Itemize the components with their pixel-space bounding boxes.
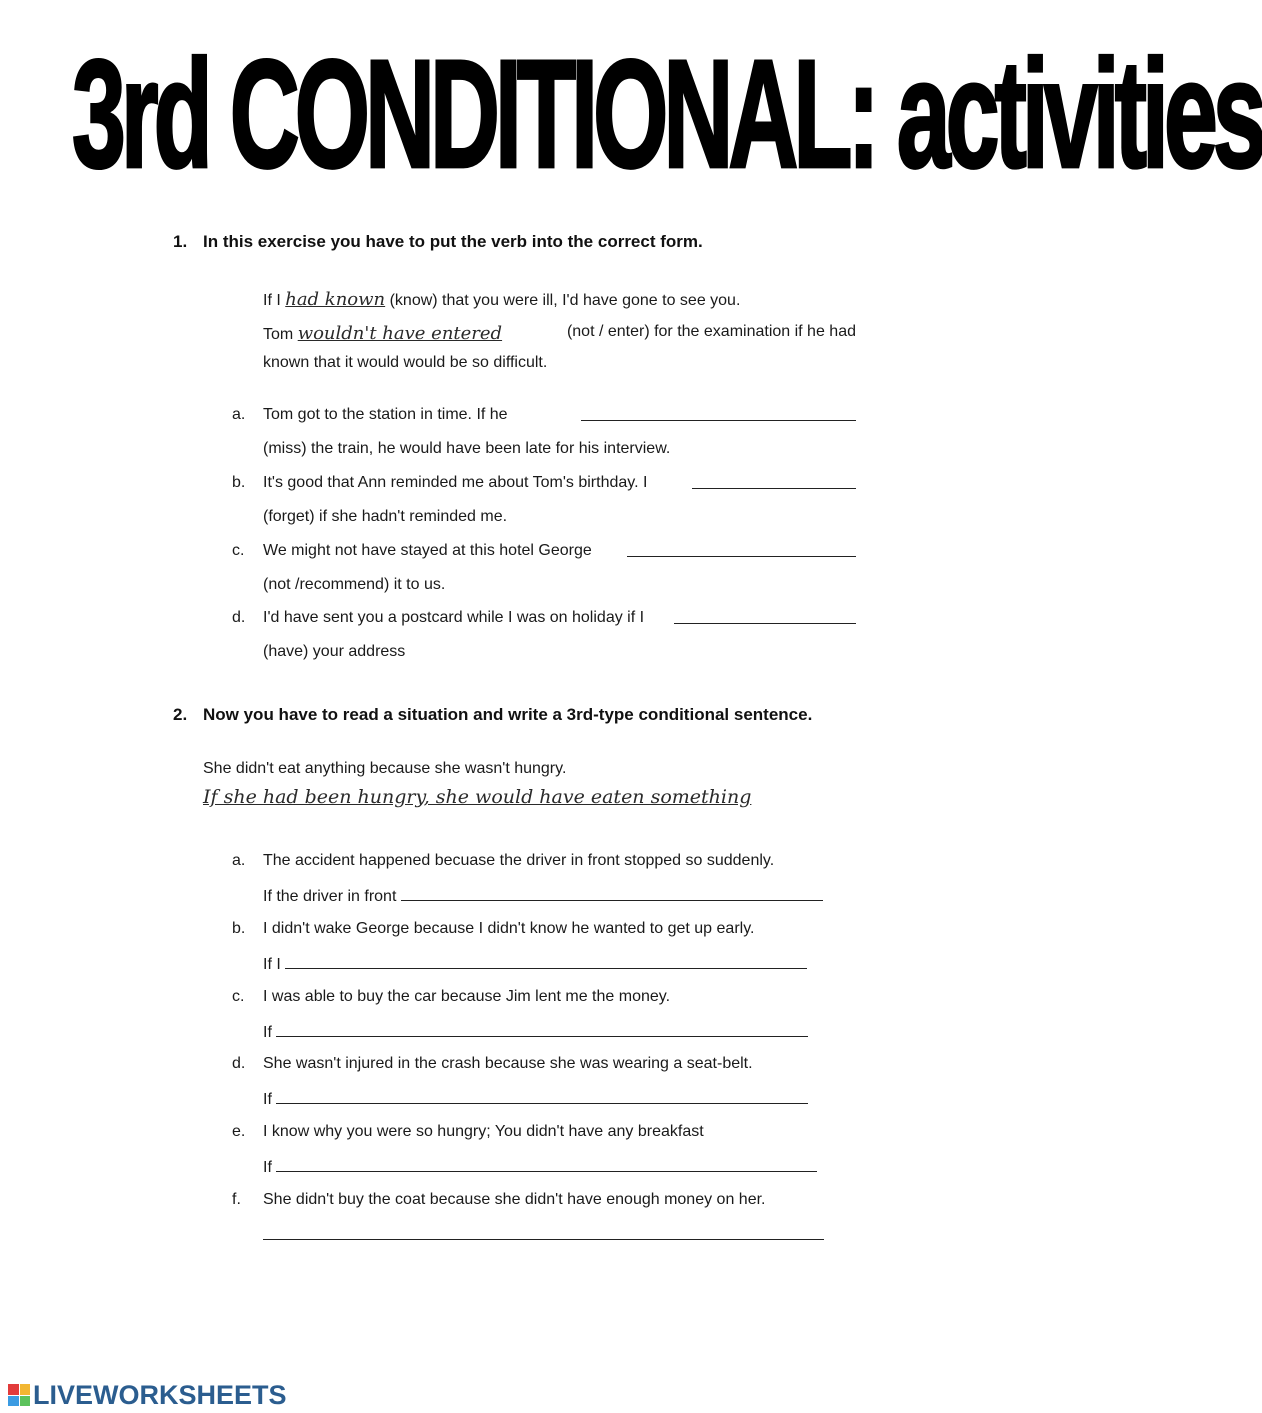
example-2-suffix: (not / enter) for the examination if he had	[566, 323, 856, 340]
ex2-item-c-situation: I was able to buy the car because Jim lent me the money.	[263, 988, 671, 1005]
ex1-item-d-line-2: (have) your address	[263, 643, 406, 660]
ex2-item-e-answer-blank[interactable]	[276, 1157, 817, 1172]
ex2-item-e-situation: I know why you were so hungry; You didn't have any breakfast	[263, 1123, 704, 1140]
ex1-item-b-text: It's good that Ann reminded me about Tom's birthday. I	[263, 474, 648, 491]
liveworksheets-logo-icon	[8, 1384, 30, 1406]
ex1-item-c-letter: c.	[232, 542, 245, 559]
ex2-item-a-letter: a.	[232, 852, 246, 869]
liveworksheets-logo-text: LIVEWORKSHEETS	[33, 1379, 287, 1410]
ex2-item-c-answer-line	[263, 1022, 808, 1042]
exercise-2-example-situation: She didn't eat anything because she wasn't hungry.	[203, 760, 567, 777]
ex2-item-f-answer-blank[interactable]	[263, 1225, 824, 1240]
ex2-item-e-prompt: If	[263, 1159, 272, 1176]
ex2-item-e-letter: e.	[232, 1123, 246, 1140]
ex1-item-c-line-1	[263, 542, 856, 560]
ex1-item-d-answer-blank[interactable]	[674, 609, 856, 624]
ex1-item-d-letter: d.	[232, 609, 246, 626]
ex2-item-d-letter: d.	[232, 1055, 246, 1072]
example-2-line-2: known that it would would be so difficult.	[263, 354, 548, 371]
example-2-prefix: Tom	[263, 326, 294, 343]
ex2-item-c-letter: c.	[232, 988, 245, 1005]
ex2-item-d-prompt: If	[263, 1091, 272, 1108]
worksheet-title: 3rd CONDITIONAL: activities	[72, 28, 1262, 201]
example-1-line	[263, 289, 740, 310]
exercise-1-instruction: In this exercise you have to put the verb into the correct form.	[203, 232, 703, 251]
ex2-item-b-answer-blank[interactable]	[285, 954, 807, 969]
ex2-item-b-prompt: If I	[263, 956, 281, 973]
example-1-answer: had known	[285, 289, 386, 310]
ex2-item-a-situation: The accident happened becuase the driver in front stopped so suddenly.	[263, 852, 775, 869]
ex1-item-b-line-1	[263, 474, 856, 492]
ex1-item-c-text: We might not have stayed at this hotel George	[263, 542, 592, 559]
ex2-item-a-answer-blank[interactable]	[401, 886, 823, 901]
ex2-item-e-answer-line	[263, 1157, 817, 1177]
exercise-1-number: 1.	[173, 232, 188, 251]
exercise-2-number: 2.	[173, 705, 188, 724]
ex1-item-a-line-1	[263, 406, 856, 424]
ex1-item-d-line-1	[263, 609, 856, 627]
ex2-item-c-prompt: If	[263, 1024, 272, 1041]
worksheet-title-container	[72, 28, 1262, 201]
ex2-item-d-situation: She wasn't injured in the crash because she was wearing a seat-belt.	[263, 1055, 753, 1072]
example-2-answer: wouldn't have entered	[297, 323, 503, 344]
example-1-suffix: (know) that you were ill, I'd have gone to see you.	[389, 292, 741, 309]
ex1-item-c-line-2: (not /recommend) it to us.	[263, 576, 446, 593]
ex1-item-d-text: I'd have sent you a postcard while I was on holiday if I	[263, 609, 645, 626]
example-2-line-1	[263, 323, 856, 344]
exercise-2-instruction: Now you have to read a situation and write a 3rd-type conditional sentence.	[203, 705, 813, 724]
ex2-item-b-letter: b.	[232, 920, 246, 937]
ex1-item-b-line-2: (forget) if she hadn't reminded me.	[263, 508, 508, 525]
ex1-item-c-answer-blank[interactable]	[627, 542, 856, 557]
ex1-item-a-answer-blank[interactable]	[581, 406, 856, 421]
ex2-item-f-letter: f.	[232, 1191, 241, 1208]
example-1-prefix: If I	[263, 292, 281, 309]
ex2-item-c-answer-blank[interactable]	[276, 1022, 808, 1037]
ex1-item-a-text: Tom got to the station in time. If he	[263, 406, 508, 423]
exercise-2-example-answer: If she had been hungry, she would have eaten something	[203, 786, 752, 808]
liveworksheets-logo[interactable]	[8, 1380, 287, 1410]
ex1-item-b-answer-blank[interactable]	[692, 474, 856, 489]
ex1-item-b-letter: b.	[232, 474, 246, 491]
ex1-item-a-letter: a.	[232, 406, 246, 423]
ex1-item-a-line-2: (miss) the train, he would have been late for his interview.	[263, 440, 671, 457]
ex2-item-f-situation: She didn't buy the coat because she didn't have enough money on her.	[263, 1191, 766, 1208]
ex2-item-b-answer-line	[263, 954, 807, 974]
ex2-item-d-answer-line	[263, 1089, 808, 1109]
ex2-item-d-answer-blank[interactable]	[276, 1089, 808, 1104]
ex2-item-b-situation: I didn't wake George because I didn't know he wanted to get up early.	[263, 920, 755, 937]
ex2-item-f-answer-line	[263, 1225, 824, 1245]
ex2-item-a-prompt: If the driver in front	[263, 888, 397, 905]
ex2-item-a-answer-line	[263, 886, 823, 906]
